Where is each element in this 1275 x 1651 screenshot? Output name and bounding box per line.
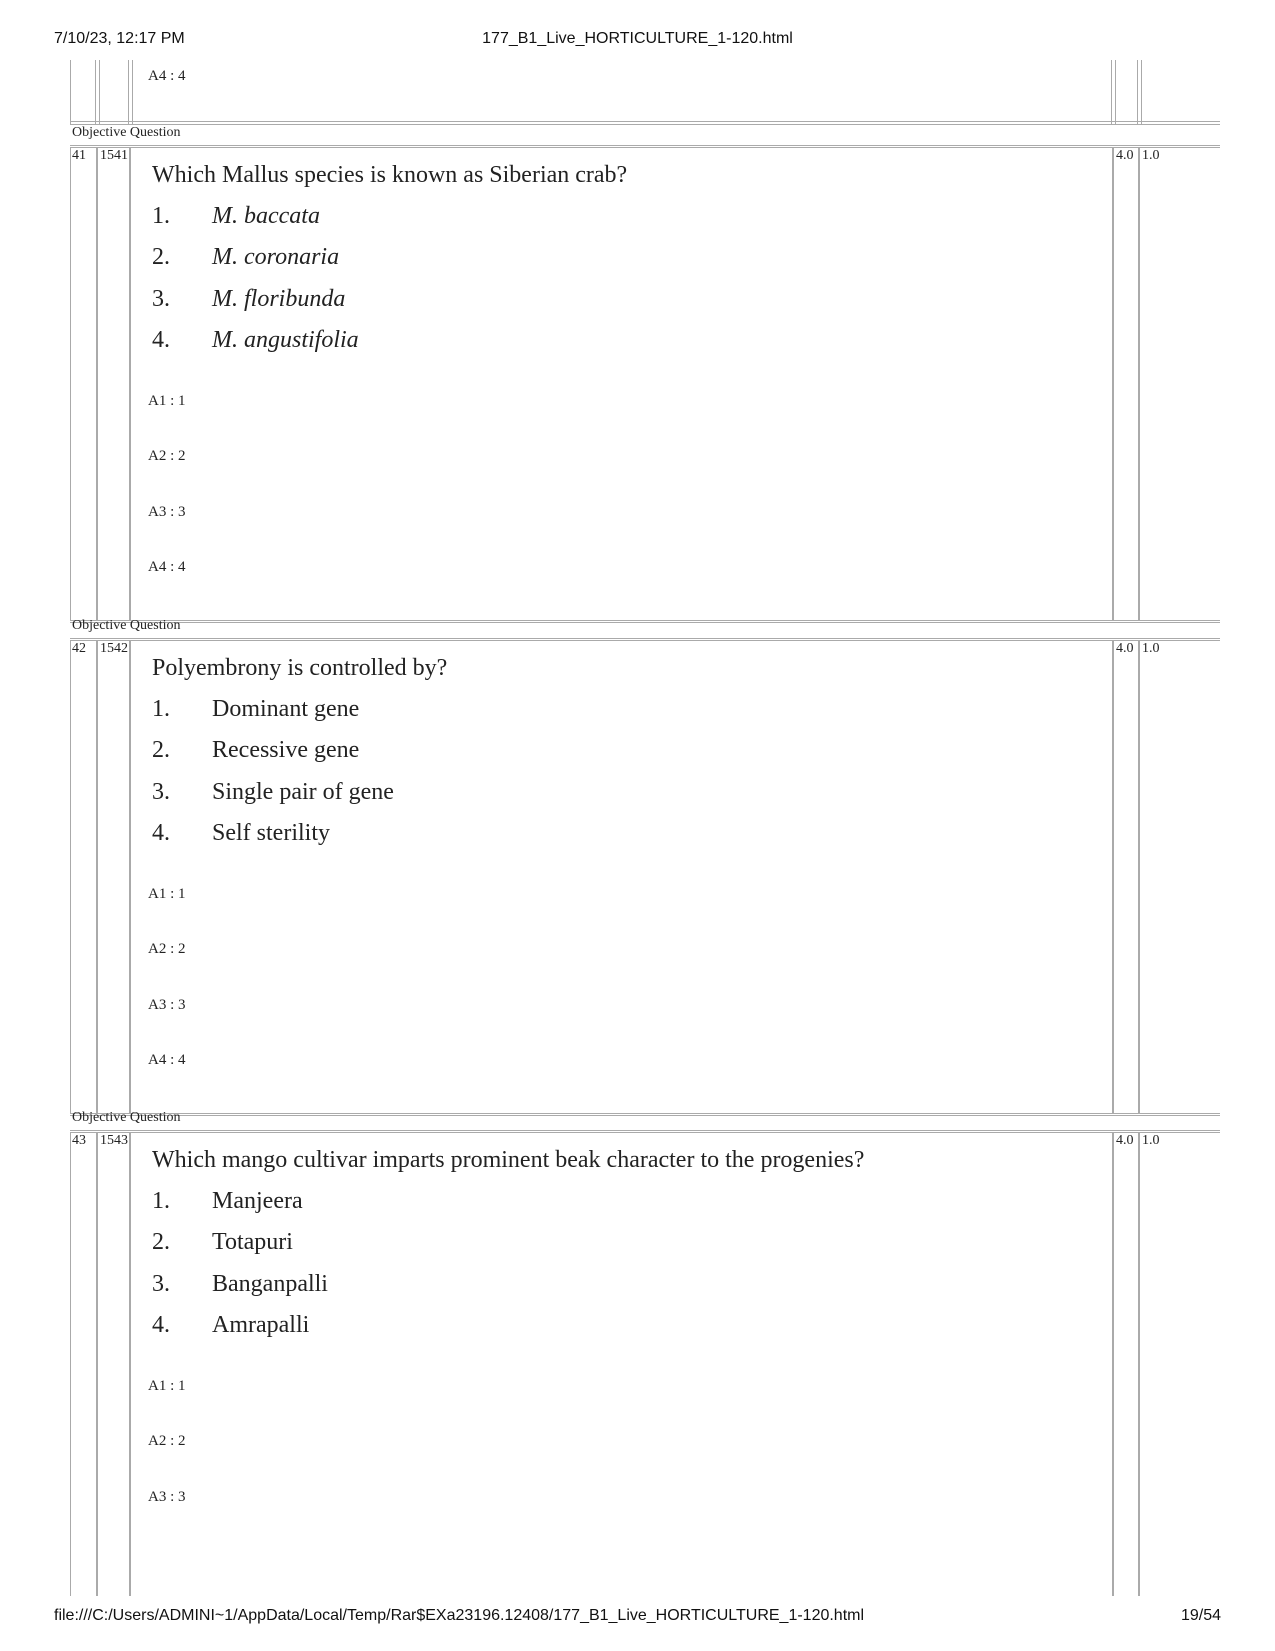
serial-number-cell	[70, 640, 97, 1114]
answer-label: A3 : 3	[148, 503, 186, 520]
serial-number: 43	[72, 1133, 86, 1148]
answer-label: A3 : 3	[148, 1488, 186, 1505]
question-id: 1543	[100, 1133, 128, 1148]
marks-value: 4.0	[1116, 641, 1134, 656]
question-id-cell	[97, 1132, 130, 1596]
answer-label: A1 : 1	[148, 886, 186, 902]
option-number: 1.	[152, 696, 170, 722]
serial-number-cell	[70, 1132, 97, 1596]
option-item	[152, 779, 394, 806]
option-number: 2.	[152, 1229, 170, 1256]
question-type-label: Objective Question	[72, 125, 181, 140]
answer-label: A1 : 1	[148, 1378, 186, 1394]
question-id: 1541	[100, 148, 128, 163]
answer-label: A4 : 4	[148, 68, 186, 84]
negative-marks-cell	[1139, 640, 1220, 1114]
marks-cell	[1113, 147, 1139, 621]
print-doc-title: 177_B1_Live_HORTICULTURE_1-120.html	[482, 30, 793, 47]
option-text: Self sterility	[212, 819, 330, 846]
answer-label: A4 : 4	[148, 558, 186, 575]
option-text: Amrapalli	[212, 1311, 310, 1338]
option-item	[152, 696, 359, 723]
option-text: M. coronaria	[212, 244, 340, 271]
option-text: M. angustifolia	[212, 326, 359, 353]
answer-label: A2 : 2	[148, 1433, 186, 1450]
option-number: 1.	[152, 1188, 170, 1214]
negative-marks-value: 1.0	[1142, 641, 1160, 656]
option-text: Recessive gene	[212, 737, 360, 764]
answer-label: A1 : 1	[148, 393, 186, 409]
serial-number: 42	[72, 641, 86, 656]
option-item	[152, 327, 359, 354]
marks-cell	[1113, 640, 1139, 1114]
option-item	[152, 1271, 328, 1298]
option-text: Totapuri	[212, 1229, 293, 1256]
marks-value: 4.0	[1116, 148, 1134, 163]
marks-cell	[1113, 1132, 1139, 1596]
negative-marks-cell	[1139, 147, 1220, 621]
print-page-number: 19/54	[1180, 1607, 1221, 1624]
question-id-cell	[97, 640, 130, 1114]
negative-marks-value: 1.0	[1142, 148, 1160, 163]
option-number: 2.	[152, 244, 170, 271]
marks-value: 4.0	[1116, 1133, 1134, 1148]
option-number: 3.	[152, 778, 170, 805]
option-number: 4.	[152, 326, 170, 353]
negative-marks-value: 1.0	[1142, 1133, 1160, 1148]
question-id: 1542	[100, 641, 128, 656]
option-number: 4.	[152, 819, 170, 846]
option-number: 3.	[152, 1270, 170, 1297]
question-block	[70, 1112, 1220, 1596]
serial-number: 41	[72, 148, 86, 163]
question-type-label: Objective Question	[72, 618, 181, 633]
print-file-path: file:///C:/Users/ADMINI~1/AppData/Local/Temp/Rar$EXa23196.12408/177_B1_Live_HORTICULTURE_1-120.html	[54, 1607, 865, 1624]
option-item	[152, 1188, 303, 1215]
answer-label: A4 : 4	[148, 1051, 186, 1068]
answer-label: A3 : 3	[148, 996, 186, 1013]
question-text: Which Mallus species is known as Siberian crab?	[152, 162, 628, 188]
option-item	[152, 1229, 293, 1256]
print-datetime: 7/10/23, 12:17 PM	[54, 30, 185, 47]
option-number: 3.	[152, 285, 170, 312]
option-text: Single pair of gene	[212, 778, 394, 805]
option-number: 2.	[152, 737, 170, 764]
option-text: Dominant gene	[212, 696, 360, 722]
option-text: Banganpalli	[212, 1270, 328, 1297]
answer-label: A2 : 2	[148, 448, 186, 465]
option-number: 1.	[152, 203, 170, 229]
question-type-label: Objective Question	[72, 1110, 181, 1125]
question-block	[70, 127, 1220, 622]
question-text: Which mango cultivar imparts prominent beak character to the progenies?	[152, 1147, 865, 1173]
option-text: Manjeera	[212, 1188, 303, 1214]
option-item	[152, 820, 330, 847]
negative-marks-cell	[1139, 1132, 1220, 1596]
option-item	[152, 1312, 309, 1339]
answer-label: A2 : 2	[148, 941, 186, 958]
question-table	[70, 60, 1220, 1596]
option-item	[152, 737, 359, 764]
option-item	[152, 203, 320, 230]
question-text: Polyembrony is controlled by?	[152, 655, 448, 681]
serial-number-cell	[70, 147, 97, 621]
question-id-cell	[97, 147, 130, 621]
option-text: M. floribunda	[212, 285, 346, 312]
option-item	[152, 286, 345, 313]
question-block	[70, 620, 1220, 1115]
option-text: M. baccata	[212, 203, 320, 229]
option-number: 4.	[152, 1311, 170, 1338]
option-item	[152, 244, 339, 271]
